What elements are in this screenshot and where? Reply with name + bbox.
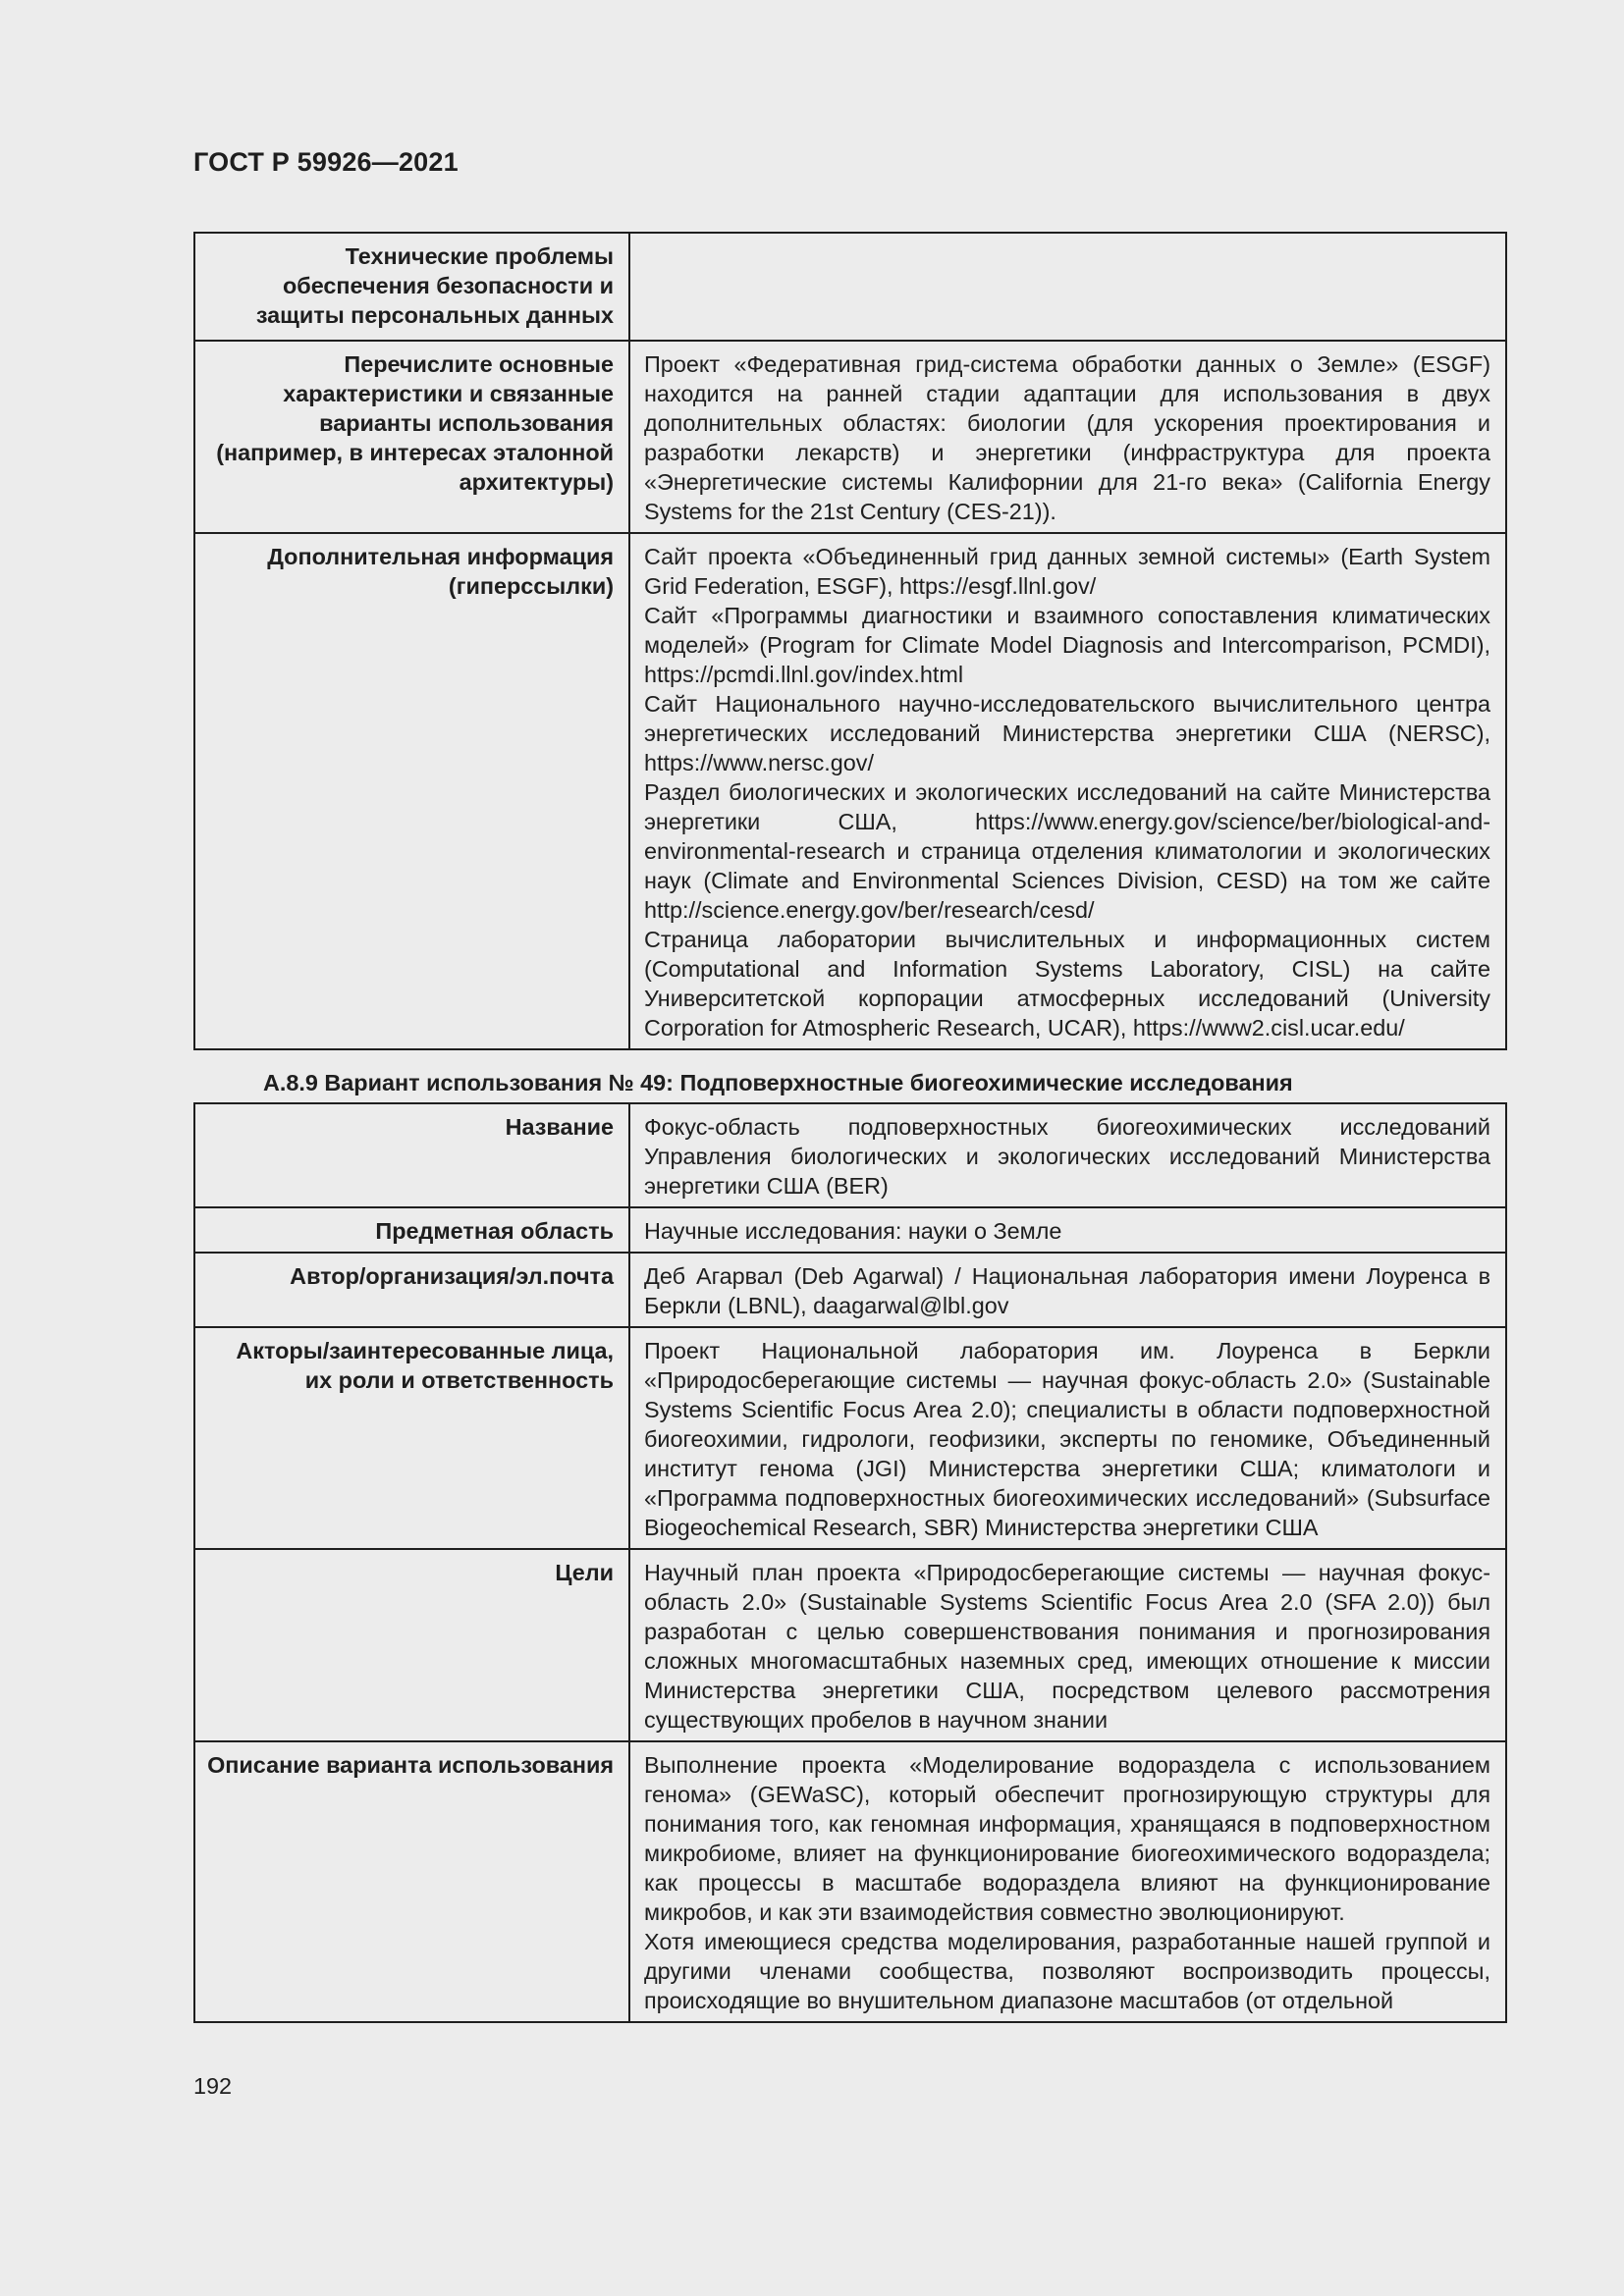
row-label: Автор/организация/эл.почта: [194, 1253, 629, 1327]
paragraph: Сайт проекта «Объединенный грид данных земной системы» (Earth System Grid Federation, ESGF), https://esgf.llnl.gov/: [644, 544, 1490, 599]
table-row: [194, 1253, 1506, 1327]
row-value: [629, 1103, 1506, 1207]
row-label: Цели: [194, 1549, 629, 1741]
paragraph: Деб Агарвал (Deb Agarwal) / Национальная лаборатория имени Лоуренса в Беркли (LBNL), daagarwal@lbl.gov: [644, 1263, 1490, 1318]
row-value: [629, 533, 1506, 1049]
row-value: [629, 1207, 1506, 1253]
table-row: [194, 1207, 1506, 1253]
row-label: Дополнительная информация (гиперссылки): [194, 533, 629, 1049]
table-row: [194, 1549, 1506, 1741]
row-label: Технические проблемы обеспечения безопасности и защиты персональных данных: [194, 233, 629, 341]
usecase-table: [193, 1102, 1507, 2023]
table-row: [194, 233, 1506, 341]
row-label: Предметная область: [194, 1207, 629, 1253]
paragraph: Проект «Федеративная грид-система обработки данных о Земле» (ESGF) находится на ранней стадии адаптации для использования в двух дополнительных областях: биологии (для ускорения проектирования и разработки лекарств) и энергетики (инфраструктура для проекта «Энергетические системы Калифорнии для 21-го века» (California Energy Systems for the 21st Century (CES-21)).: [644, 351, 1490, 524]
table-row: [194, 1327, 1506, 1549]
table-row: [194, 341, 1506, 533]
paragraph: Научные исследования: науки о Земле: [644, 1218, 1062, 1244]
paragraph: Страница лаборатории вычислительных и информационных систем (Computational and Information Systems Laboratory, CISL) на сайте Университетской корпорации атмосферных исследований (University Corporation for Atmospheric Research, UCAR), https://www2.cisl.ucar.edu/: [644, 927, 1490, 1041]
row-value: [629, 1253, 1506, 1327]
table-row: [194, 1103, 1506, 1207]
row-value: [629, 341, 1506, 533]
paragraph: Хотя имеющиеся средства моделирования, разработанные нашей группой и другими членами сообщества, позволяют воспроизводить процессы, происходящие во внушительном диапазоне масштабов (от отдельной: [644, 1929, 1490, 2013]
row-label: Название: [194, 1103, 629, 1207]
paragraph: Раздел биологических и экологических исследований на сайте Министерства энергетики США, https://www.energy.gov/science/ber/biological-and-environmental-research и страница отделения климатологии и экологических наук (Climate and Environmental Sciences Division, CESD) на том же сайте http://science.energy.gov/ber/research/cesd/: [644, 779, 1490, 923]
document-header: ГОСТ Р 59926—2021: [193, 147, 459, 177]
row-label: Описание варианта использования: [194, 1741, 629, 2022]
paragraph: Сайт «Программы диагностики и взаимного сопоставления климатических моделей» (Program for Climate Model Diagnosis and Intercomparison, PCMDI), https://pcmdi.llnl.gov/index.html: [644, 603, 1490, 687]
usecase-table-continued: [193, 232, 1507, 1050]
row-value: [629, 1549, 1506, 1741]
row-label: Перечислите основные характеристики и связанные варианты использования (например, в интересах эталонной архитектуры): [194, 341, 629, 533]
table-row: [194, 1741, 1506, 2022]
row-value: [629, 1327, 1506, 1549]
section-title: А.8.9 Вариант использования № 49: Подповерхностные биогеохимические исследования: [263, 1070, 1293, 1095]
paragraph: Выполнение проекта «Моделирование водораздела с использованием генома» (GEWaSC), который обеспечит прогнозирующую структуры для понимания того, как геномная информация, хранящаяся в подповерхностном микробиоме, влияет на функционирование биогеохимического водораздела; как процессы в масштабе водораздела влияют на функционирование микробов, и как эти взаимодействия совместно эволюционируют.: [644, 1752, 1490, 1925]
paragraph: Проект Национальной лаборатория им. Лоуренса в Беркли «Природосберегающие системы — научная фокус-область 2.0» (Sustainable Systems Scientific Focus Area 2.0); специалисты в области подповерхностной биогеохимии, гидрологи, геофизики, эксперты по геномике, Объединенный институт генома (JGI) Министерства энергетики США; климатологи и «Программа подповерхностных биогеохимических исследований» (Subsurface Biogeochemical Research, SBR) Министерства энергетики США: [644, 1338, 1490, 1540]
row-value: [629, 233, 1506, 341]
row-label: Акторы/заинтересованные лица, их роли и ответственность: [194, 1327, 629, 1549]
table-row: [194, 533, 1506, 1049]
paragraph: Научный план проекта «Природосберегающие системы — научная фокус-область 2.0» (Sustainable Systems Scientific Focus Area 2.0 (SFA 2.0)) был разработан с целью совершенствования понимания и прогнозирования сложных многомасштабных наземных сред, имеющих отношение к миссии Министерства энергетики США, посредством целевого рассмотрения существующих пробелов в научном знании: [644, 1560, 1490, 1733]
row-value: [629, 1741, 1506, 2022]
paragraph: Фокус-область подповерхностных биогеохимических исследований Управления биологических и экологических исследований Министерства энергетики США (BER): [644, 1114, 1490, 1199]
page-number: 192: [193, 2073, 233, 2099]
paragraph: Сайт Национального научно-исследовательского вычислительного центра энергетических исследований Министерства энергетики США (NERSC), https://www.nersc.gov/: [644, 691, 1490, 775]
